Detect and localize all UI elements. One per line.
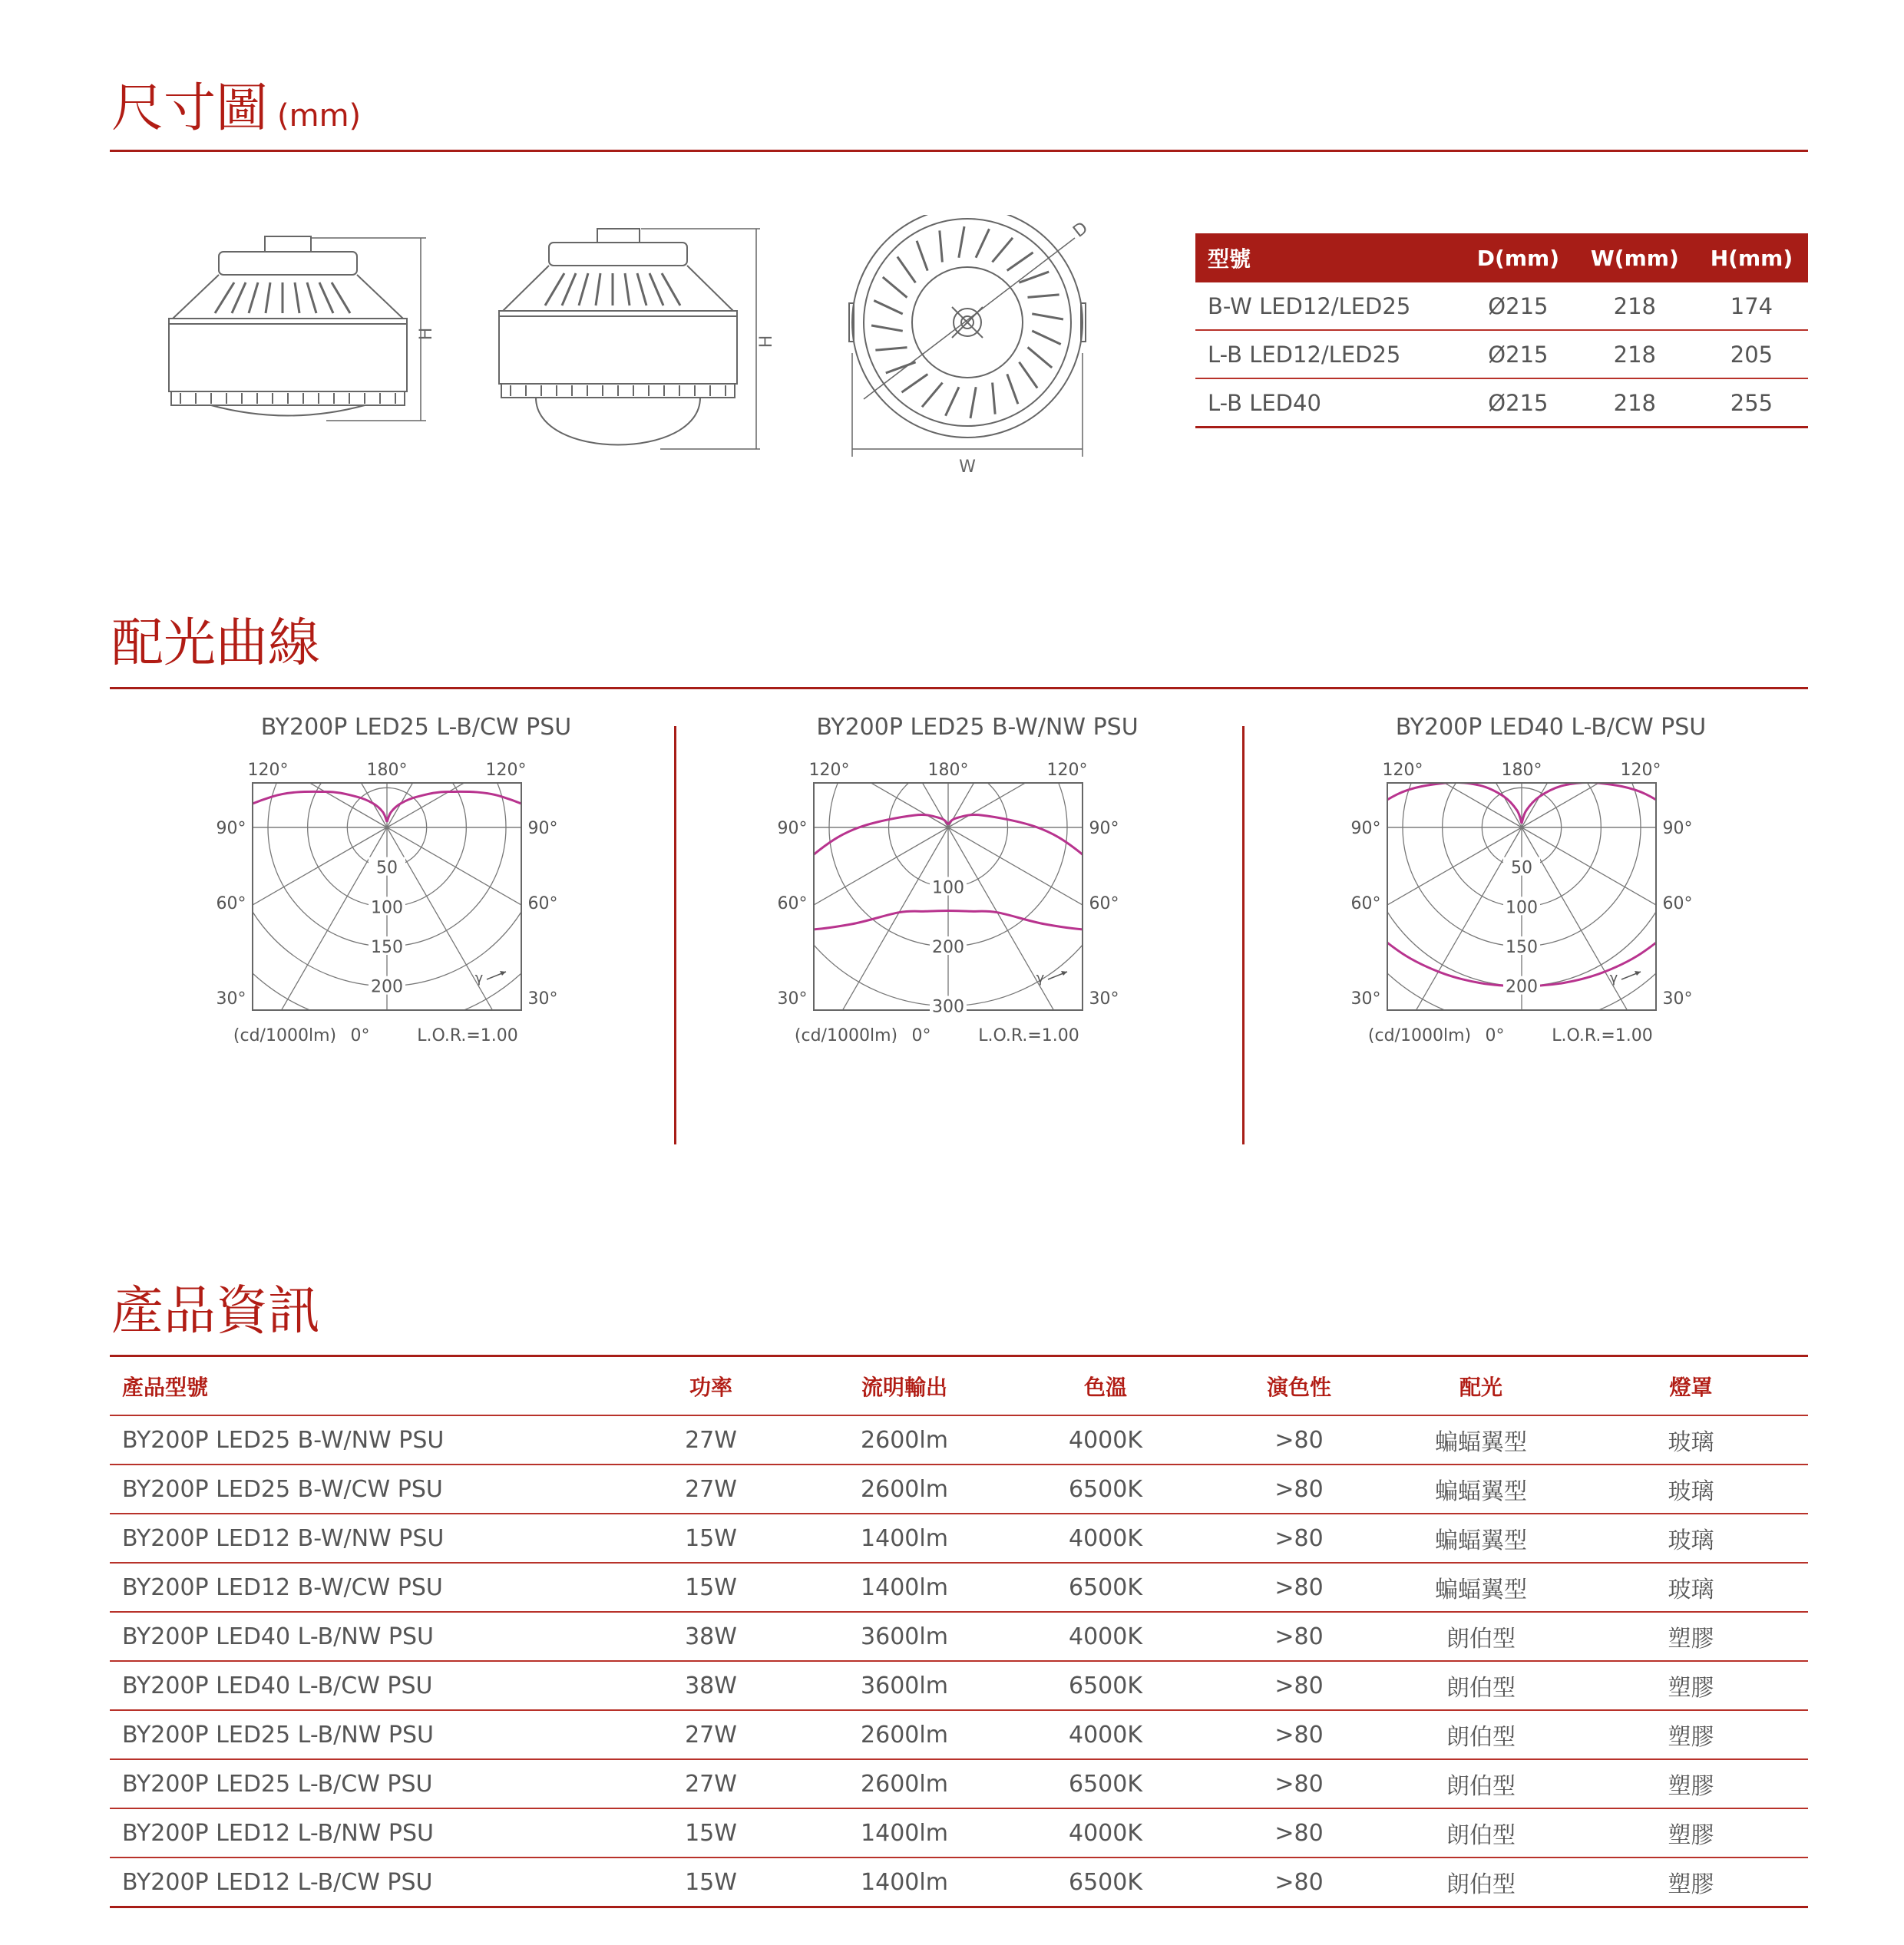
angle-label-120-left: 120°: [808, 761, 850, 780]
angle-label-90-left: 90°: [1350, 819, 1381, 838]
radial-tick-label: 100: [371, 898, 403, 918]
product-header-lumen: 流明輸出: [808, 1358, 1001, 1415]
product-cell-model: BY200P LED12 B-W/NW PSU: [110, 1514, 614, 1563]
product-cell-cri: >80: [1210, 1857, 1388, 1907]
height-label: H: [417, 327, 436, 341]
table-row: [110, 1514, 1808, 1563]
angle-label-90-left: 90°: [777, 819, 808, 838]
product-cell-power: 38W: [614, 1661, 808, 1710]
grid-spoke: [1336, 827, 1522, 1134]
fin: [959, 226, 964, 258]
angle-label-30-right: 30°: [1089, 989, 1119, 1009]
angle-label-180: 180°: [1501, 761, 1542, 780]
table-row: [110, 1612, 1808, 1661]
fins: [215, 282, 350, 313]
product-cell-power: 27W: [614, 1415, 808, 1465]
product-cell-model: BY200P LED25 L-B/NW PSU: [110, 1710, 614, 1759]
product-header-cover: 燈罩: [1574, 1358, 1808, 1415]
product-cell-lumen: 3600lm: [808, 1661, 1001, 1710]
section-title-dimensions: [111, 78, 362, 139]
product-cell-distribution: 蝙蝠翼型: [1388, 1514, 1574, 1563]
dims-header-w: W(mm): [1575, 233, 1695, 282]
product-cell-cover: 塑膠: [1574, 1808, 1808, 1857]
fin: [1007, 374, 1018, 404]
table-row: [110, 1710, 1808, 1759]
section-rule: [110, 687, 1808, 689]
product-cell-lumen: 1400lm: [808, 1563, 1001, 1612]
chart-divider: [1242, 726, 1245, 1144]
dims-header-model: 型號: [1195, 233, 1462, 282]
fin: [946, 387, 959, 415]
angle-label-60-left: 60°: [216, 894, 246, 913]
fin: [1032, 314, 1063, 319]
product-cell-distribution: 蝙蝠翼型: [1388, 1563, 1574, 1612]
dimensions-unit: (mm): [277, 98, 362, 134]
dims-header-h: H(mm): [1695, 233, 1808, 282]
grid-spoke: [1522, 827, 1766, 1134]
product-cell-cct: 6500K: [1001, 1857, 1210, 1907]
radial-tick-label: 200: [932, 938, 964, 957]
product-cell-cri: >80: [1210, 1465, 1388, 1514]
product-header-cct: 色溫: [1001, 1358, 1210, 1415]
grid-circle: [201, 745, 625, 1065]
angle-label-120-left: 120°: [247, 761, 289, 780]
product-cell-power: 38W: [614, 1612, 808, 1661]
radial-tick-label: 150: [371, 938, 403, 957]
grid-spoke: [387, 827, 631, 1174]
fin: [901, 374, 927, 392]
dimensions-table: [1195, 233, 1808, 428]
product-cell-lumen: 1400lm: [808, 1808, 1001, 1857]
gamma-symbol: γ: [1609, 970, 1618, 986]
dims-cell-d: Ø215: [1462, 378, 1575, 428]
dims-header-row: [1195, 233, 1808, 282]
angle-label-180: 180°: [927, 761, 969, 780]
dims-cell-h: 205: [1695, 330, 1808, 378]
product-cell-cri: >80: [1210, 1661, 1388, 1710]
polar-chart-title: BY200P LED25 B-W/NW PSU: [816, 714, 1139, 741]
product-cell-cri: >80: [1210, 1808, 1388, 1857]
fins: [545, 273, 680, 305]
product-cell-cri: >80: [1210, 1563, 1388, 1612]
table-row: [110, 1465, 1808, 1514]
product-header-power: 功率: [614, 1358, 808, 1415]
product-cell-lumen: 2600lm: [808, 1465, 1001, 1514]
dims-cell-h: 174: [1695, 282, 1808, 330]
diameter-label: D: [1069, 218, 1092, 242]
grid-spoke: [387, 745, 631, 827]
chart-divider: [674, 726, 676, 1144]
grid-spoke: [948, 827, 1192, 1134]
product-cell-cct: 4000K: [1001, 1415, 1210, 1465]
product-cell-power: 27W: [614, 1759, 808, 1808]
product-cell-cct: 4000K: [1001, 1808, 1210, 1857]
fin: [976, 229, 989, 257]
section-rule: [110, 150, 1808, 152]
fin: [1028, 295, 1059, 298]
polar-chart-title: BY200P LED25 L-B/CW PSU: [260, 714, 572, 741]
angle-label-90-right: 90°: [527, 819, 558, 838]
grid-spoke: [201, 827, 387, 1134]
product-cell-power: 15W: [614, 1514, 808, 1563]
product-cell-model: BY200P LED40 L-B/CW PSU: [110, 1661, 614, 1710]
product-cell-lumen: 1400lm: [808, 1857, 1001, 1907]
angle-label-0: 0°: [350, 1026, 370, 1045]
product-cell-lumen: 2600lm: [808, 1415, 1001, 1465]
fin: [1028, 347, 1053, 368]
fin: [1019, 362, 1037, 388]
product-cell-model: BY200P LED25 L-B/CW PSU: [110, 1759, 614, 1808]
angle-label-120-right: 120°: [1046, 761, 1088, 780]
radial-tick-label: 150: [1506, 938, 1538, 957]
product-header-model: 產品型號: [110, 1358, 614, 1415]
dims-cell-w: 218: [1575, 330, 1695, 378]
angle-label-180: 180°: [366, 761, 408, 780]
fin: [970, 387, 976, 418]
product-table: [110, 1358, 1808, 1908]
table-row: [110, 1759, 1808, 1808]
fin: [917, 241, 927, 271]
dims-cell-w: 218: [1575, 378, 1695, 428]
product-cell-distribution: 朗伯型: [1388, 1710, 1574, 1759]
grid-spoke: [387, 745, 631, 827]
product-cell-cct: 4000K: [1001, 1710, 1210, 1759]
product-cell-distribution: 朗伯型: [1388, 1808, 1574, 1857]
width-label: W: [959, 457, 976, 476]
product-cell-distribution: 朗伯型: [1388, 1759, 1574, 1808]
product-cell-cct: 6500K: [1001, 1563, 1210, 1612]
section-title-photometric: 配光曲線: [111, 613, 321, 674]
angle-label-30-right: 30°: [1662, 989, 1693, 1009]
product-cell-cover: 玻璃: [1574, 1514, 1808, 1563]
dims-cell-model: B-W LED12/LED25: [1195, 282, 1462, 330]
gamma-symbol: γ: [1036, 970, 1045, 986]
fin: [992, 238, 1013, 263]
angle-label-60-left: 60°: [1350, 894, 1381, 913]
product-cell-cri: >80: [1210, 1415, 1388, 1465]
product-cell-cri: >80: [1210, 1710, 1388, 1759]
side-view-bw-drawing: [161, 215, 438, 438]
dims-cell-w: 218: [1575, 282, 1695, 330]
gamma-symbol: γ: [474, 970, 484, 986]
product-cell-distribution: 朗伯型: [1388, 1857, 1574, 1907]
grid-spoke: [762, 827, 948, 1134]
fin: [1007, 253, 1033, 271]
angle-label-60-right: 60°: [527, 894, 558, 913]
grid-circle: [762, 745, 1186, 1065]
dims-cell-model: L-B LED40: [1195, 378, 1462, 428]
mount-bracket: [265, 236, 311, 252]
product-cell-cover: 玻璃: [1574, 1563, 1808, 1612]
product-cell-cct: 6500K: [1001, 1661, 1210, 1710]
product-cell-cct: 6500K: [1001, 1759, 1210, 1808]
product-cell-model: BY200P LED12 B-W/CW PSU: [110, 1563, 614, 1612]
height-label: H: [757, 335, 776, 348]
product-cell-model: BY200P LED40 L-B/NW PSU: [110, 1612, 614, 1661]
dims-cell-d: Ø215: [1462, 330, 1575, 378]
table-row: [1195, 378, 1808, 428]
angle-label-90-left: 90°: [216, 819, 246, 838]
table-row: [110, 1415, 1808, 1465]
table-row: [110, 1857, 1808, 1907]
lor-label: L.O.R.=1.00: [417, 1026, 518, 1045]
angle-label-60-right: 60°: [1089, 894, 1119, 913]
product-cell-distribution: 朗伯型: [1388, 1612, 1574, 1661]
angle-label-60-left: 60°: [777, 894, 808, 913]
fin: [922, 383, 943, 408]
angle-label-60-right: 60°: [1662, 894, 1693, 913]
radial-tick-label: 200: [1506, 977, 1538, 997]
table-row: [110, 1808, 1808, 1857]
table-row: [1195, 282, 1808, 330]
side-view-lb-drawing: [491, 215, 791, 461]
angle-label-120-left: 120°: [1382, 761, 1423, 780]
product-cell-distribution: 蝙蝠翼型: [1388, 1415, 1574, 1465]
product-cell-distribution: 蝙蝠翼型: [1388, 1465, 1574, 1514]
grid-spoke: [201, 745, 387, 827]
dims-cell-d: Ø215: [1462, 282, 1575, 330]
dims-cell-model: L-B LED12/LED25: [1195, 330, 1462, 378]
lor-label: L.O.R.=1.00: [978, 1026, 1079, 1045]
product-cell-model: BY200P LED25 B-W/NW PSU: [110, 1415, 614, 1465]
table-row: [110, 1563, 1808, 1612]
unit-label: (cd/1000lm): [794, 1026, 898, 1045]
polar-chart-title: BY200P LED40 L-B/CW PSU: [1395, 714, 1707, 741]
top-view-drawing: [845, 215, 1136, 476]
product-cell-cover: 玻璃: [1574, 1415, 1808, 1465]
angle-label-90-right: 90°: [1089, 819, 1119, 838]
angle-label-120-right: 120°: [1620, 761, 1661, 780]
polar-chart-svg: [762, 745, 1192, 1174]
fin: [871, 325, 903, 331]
product-cell-power: 15W: [614, 1808, 808, 1857]
product-cell-lumen: 2600lm: [808, 1759, 1001, 1808]
fin: [1032, 331, 1060, 344]
product-cell-model: BY200P LED12 L-B/CW PSU: [110, 1857, 614, 1907]
angle-label-30-left: 30°: [1350, 989, 1381, 1009]
product-cell-cct: 6500K: [1001, 1465, 1210, 1514]
dims-header-d: D(mm): [1462, 233, 1575, 282]
unit-label: (cd/1000lm): [1367, 1026, 1472, 1045]
mount-bracket: [597, 229, 640, 243]
radial-tick-label: 300: [932, 997, 964, 1017]
lor-label: L.O.R.=1.00: [1552, 1026, 1653, 1045]
product-header-row: [110, 1358, 1808, 1415]
product-cell-cover: 塑膠: [1574, 1612, 1808, 1661]
fin: [883, 277, 907, 298]
product-cell-cri: >80: [1210, 1612, 1388, 1661]
product-cell-distribution: 朗伯型: [1388, 1661, 1574, 1710]
table-row: [110, 1661, 1808, 1710]
product-cell-power: 15W: [614, 1563, 808, 1612]
product-header-cri: 演色性: [1210, 1358, 1388, 1415]
grid-spoke: [948, 827, 1192, 1174]
product-cell-lumen: 2600lm: [808, 1710, 1001, 1759]
product-cell-cri: >80: [1210, 1514, 1388, 1563]
product-cell-cover: 塑膠: [1574, 1759, 1808, 1808]
product-cell-power: 27W: [614, 1465, 808, 1514]
fin: [874, 301, 902, 314]
dims-cell-h: 255: [1695, 378, 1808, 428]
product-cell-power: 15W: [614, 1857, 808, 1907]
section-title-product: 產品資訊: [111, 1281, 321, 1342]
product-cell-cri: >80: [1210, 1759, 1388, 1808]
fin: [897, 256, 916, 282]
angle-label-0: 0°: [1485, 1026, 1505, 1045]
fin: [993, 383, 996, 414]
product-cell-model: BY200P LED25 B-W/CW PSU: [110, 1465, 614, 1514]
product-cell-cover: 塑膠: [1574, 1710, 1808, 1759]
product-cell-model: BY200P LED12 L-B/NW PSU: [110, 1808, 614, 1857]
product-cell-lumen: 3600lm: [808, 1612, 1001, 1661]
radial-tick-label: 100: [932, 878, 964, 898]
product-cell-cover: 玻璃: [1574, 1465, 1808, 1514]
angle-label-30-left: 30°: [777, 989, 808, 1009]
angle-label-90-right: 90°: [1662, 819, 1693, 838]
angle-label-120-right: 120°: [485, 761, 527, 780]
dome-cover: [536, 398, 700, 445]
polar-chart-svg: [1336, 745, 1766, 1174]
fin: [875, 348, 907, 351]
angle-label-0: 0°: [911, 1026, 931, 1045]
section-rule: [110, 1355, 1808, 1357]
dimensions-title-text: 尺寸圖: [111, 78, 269, 139]
glass-cover: [211, 405, 365, 416]
grid-spoke: [1522, 827, 1766, 1174]
angle-label-30-right: 30°: [527, 989, 558, 1009]
radial-tick-label: 50: [1511, 858, 1532, 878]
table-row: [1195, 330, 1808, 378]
product-cell-cover: 塑膠: [1574, 1661, 1808, 1710]
grid-spoke: [201, 745, 387, 827]
grid-spoke: [387, 827, 631, 1134]
product-header-distribution: 配光: [1388, 1358, 1574, 1415]
radial-tick-label: 50: [376, 858, 398, 878]
fin: [940, 230, 943, 262]
radial-tick-label: 200: [371, 977, 403, 997]
radial-tick-label: 100: [1506, 898, 1538, 918]
product-cell-cover: 塑膠: [1574, 1857, 1808, 1907]
angle-label-30-left: 30°: [216, 989, 246, 1009]
unit-label: (cd/1000lm): [233, 1026, 337, 1045]
product-cell-cct: 4000K: [1001, 1612, 1210, 1661]
polar-chart-svg: [201, 745, 631, 1174]
product-cell-lumen: 1400lm: [808, 1514, 1001, 1563]
product-cell-power: 27W: [614, 1710, 808, 1759]
product-cell-cct: 4000K: [1001, 1514, 1210, 1563]
